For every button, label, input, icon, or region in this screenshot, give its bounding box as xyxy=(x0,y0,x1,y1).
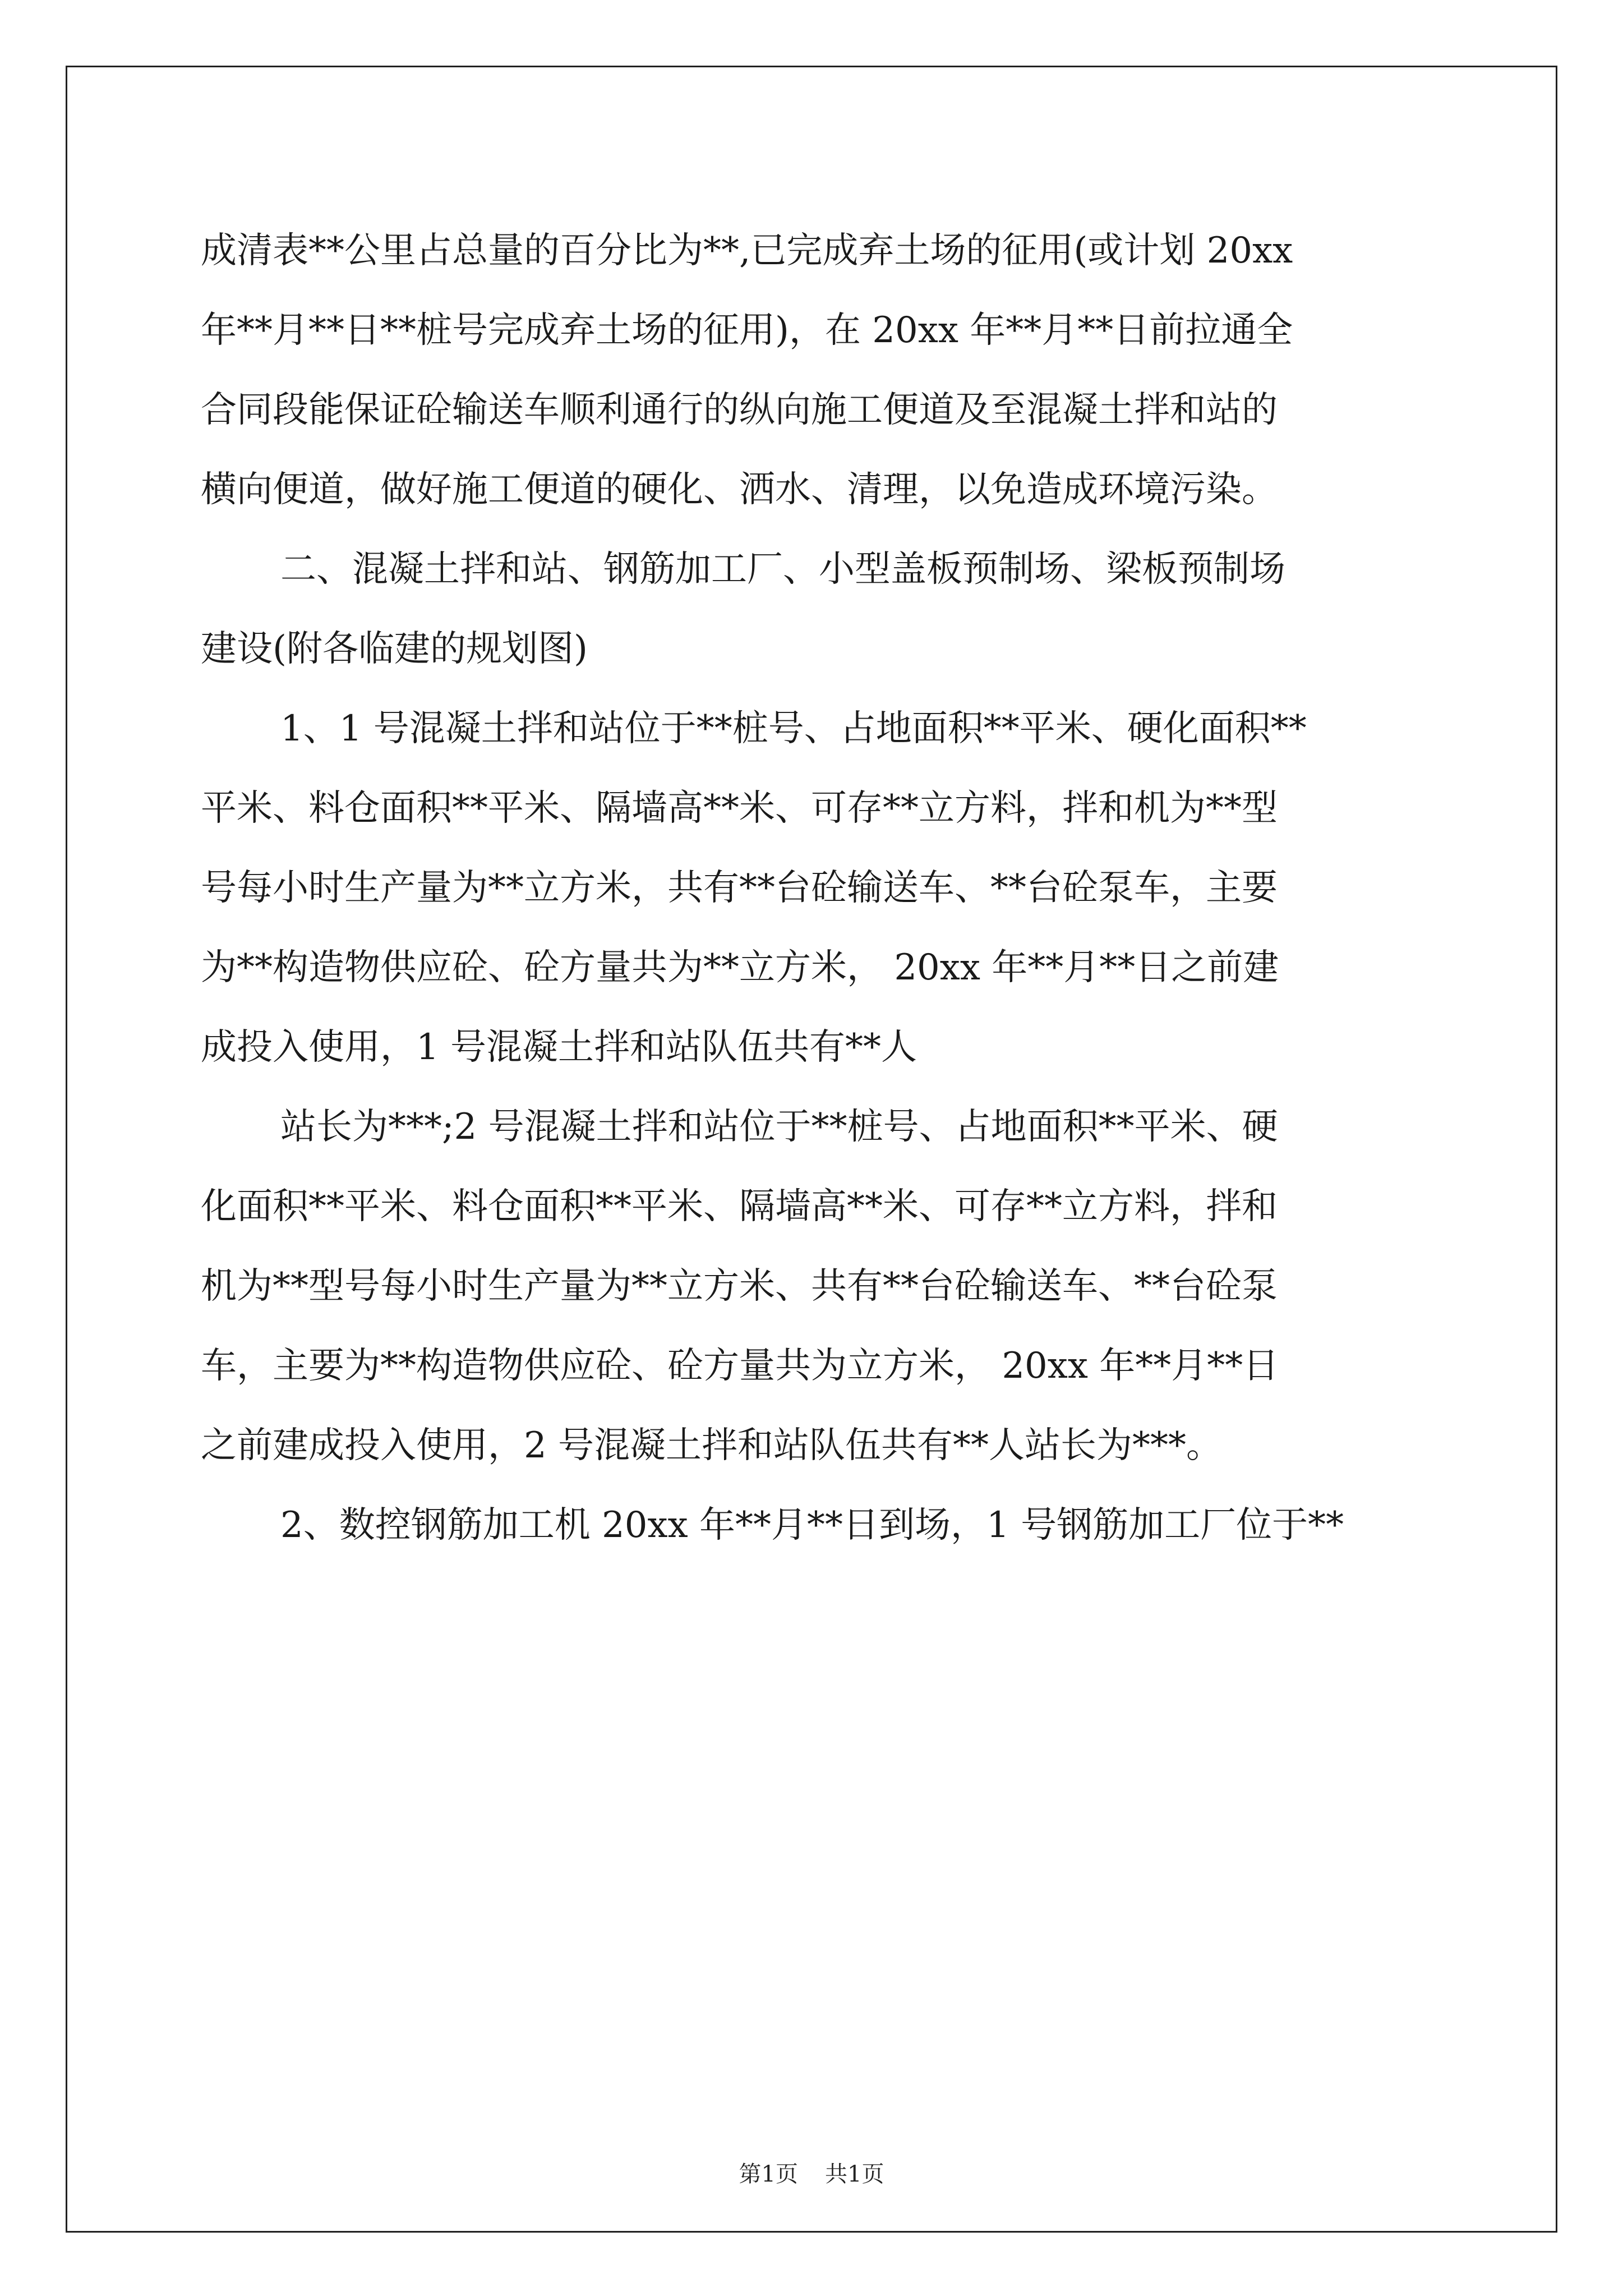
paragraph-line: 号每小时生产量为**立方米，共有**台砼输送车、**台砼泵车，主要 xyxy=(201,867,1278,909)
paragraph-line: 合同段能保证砼输送车顺利通行的纵向施工便道及至混凝土拌和站的 xyxy=(201,389,1278,431)
page-footer xyxy=(0,2159,1623,2190)
paragraph-line: 成投入使用，1 号混凝土拌和站队伍共有**人 xyxy=(201,1027,917,1068)
page-number: 第1页 xyxy=(739,2161,798,2187)
paragraph-line: 为**构造物供应砼、砼方量共为**立方米， 20xx 年**月**日之前建 xyxy=(201,947,1279,988)
paragraph-line: 之前建成投入使用，2 号混凝土拌和站队伍共有**人站长为***。 xyxy=(201,1425,1223,1466)
paragraph-line: 年**月**日**桩号完成弃土场的征用)，在 20xx 年**月**日前拉通全 xyxy=(201,310,1293,351)
paragraph-line: 2、数控钢筋加工机 20xx 年**月**日到场，1 号钢筋加工厂位于** xyxy=(280,1504,1344,1546)
paragraph-line: 横向便道，做好施工便道的硬化、洒水、清理，以免造成环境污染。 xyxy=(201,469,1278,510)
document-body xyxy=(201,224,1429,1579)
paragraph-line: 车，主要为**构造物供应砼、砼方量共为立方米， 20xx 年**月**日 xyxy=(201,1345,1279,1387)
paragraph-line: 站长为***;2 号混凝土拌和站位于**桩号、占地面积**平米、硬 xyxy=(280,1106,1278,1148)
paragraph-line: 平米、料仓面积**平米、隔墙高**米、可存**立方料，拌和机为**型 xyxy=(201,788,1278,829)
paragraph-line: 1、1 号混凝土拌和站位于**桩号、占地面积**平米、硬化面积** xyxy=(280,708,1307,749)
paragraph-line: 二、混凝土拌和站、钢筋加工厂、小型盖板预制场、梁板预制场 xyxy=(280,549,1285,590)
paragraph-line: 化面积**平米、料仓面积**平米、隔墙高**米、可存**立方料，拌和 xyxy=(201,1186,1278,1227)
paragraph-line: 建设(附各临建的规划图) xyxy=(201,628,588,670)
page-total: 共1页 xyxy=(825,2161,884,2187)
paragraph-line: 机为**型号每小时生产量为**立方米、共有**台砼输送车、**台砼泵 xyxy=(201,1266,1278,1307)
paragraph-line: 成清表**公里占总量的百分比为**,已完成弃土场的征用(或计划 20xx xyxy=(201,230,1293,272)
